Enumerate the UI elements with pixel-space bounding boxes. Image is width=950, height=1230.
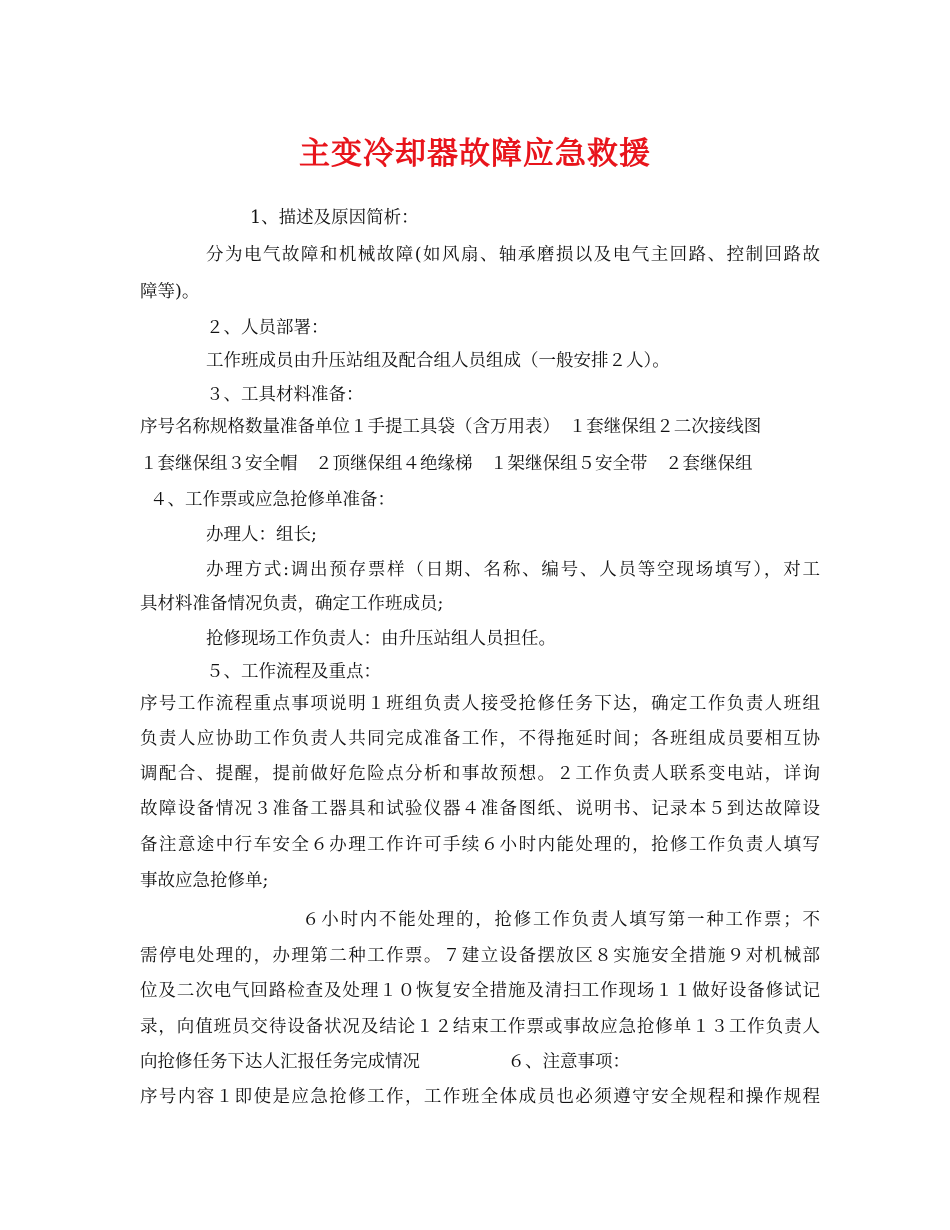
document-title: 主变冷却器故障应急救援 bbox=[299, 136, 651, 172]
paragraph-line: ６小时内不能处理的，抢修工作负责人填写第一种工作票；不 bbox=[302, 910, 820, 930]
paragraph-line: 序号内容１即使是应急抢修工作，工作班全体成员也必须遵守安全规程和操作规程 bbox=[140, 1087, 820, 1107]
paragraph-line: 抢修现场工作负责人：由升压站组人员担任。 bbox=[206, 629, 556, 649]
paragraph-line: 分为电气故障和机械故障(如风扇、轴承磨损以及电气主回路、控制回路故 bbox=[206, 245, 820, 265]
paragraph-line: 位及二次电气回路检查及处理１０恢复安全措施及清扫工作现场１１做好设备修试记 bbox=[140, 981, 820, 1001]
paragraph-line: 向抢修任务下达人汇报任务完成情况 ６、注意事项： bbox=[140, 1052, 630, 1072]
paragraph-line: ４、工作票或应急抢修单准备： bbox=[150, 490, 395, 510]
paragraph-line: 办理方式:调出预存票样（日期、名称、编号、人员等空现场填写），对工 bbox=[206, 560, 820, 580]
paragraph-line: 障等)。 bbox=[140, 282, 200, 302]
paragraph-line: 具材料准备情况负责，确定工作班成员; bbox=[140, 594, 444, 614]
paragraph-line: 序号工作流程重点事项说明１班组负责人接受抢修任务下达，确定工作负责人班组 bbox=[140, 694, 820, 714]
paragraph-line: 序号名称规格数量准备单位１手提工具袋（含万用表） １套继保组２二次接线图 bbox=[140, 417, 762, 437]
paragraph-line: １套继保组３安全帽 ２顶继保组４绝缘梯 １架继保组５安全带 ２套继保组 bbox=[140, 454, 753, 474]
paragraph-line: ２、人员部署： bbox=[206, 318, 329, 338]
paragraph-line: 工作班成员由升压站组及配合组人员组成（一般安排２人）。 bbox=[206, 351, 670, 371]
paragraph-line: 备注意途中行车安全６办理工作许可手续６小时内能处理的，抢修工作负责人填写 bbox=[140, 835, 820, 855]
paragraph-line: 负责人应协助工作负责人共同完成准备工作，不得拖延时间；各班组成员要相互协 bbox=[140, 729, 820, 749]
paragraph-line: 事故应急抢修单; bbox=[140, 871, 269, 891]
paragraph-line: 录，向值班员交待设备状况及结论１２结束工作票或事故应急抢修单１３工作负责人 bbox=[140, 1017, 820, 1037]
paragraph-line: 办理人：组长; bbox=[206, 525, 317, 545]
paragraph-line: 需停电处理的，办理第二种工作票。７建立设备摆放区８实施安全措施９对机械部 bbox=[140, 946, 820, 966]
paragraph-line: 调配合、提醒，提前做好危险点分析和事故预想。２工作负责人联系变电站，详询 bbox=[140, 764, 820, 784]
paragraph-line: ３、工具材料准备： bbox=[206, 385, 364, 405]
paragraph-line: 故障设备情况３准备工器具和试验仪器４准备图纸、说明书、记录本５到达故障设 bbox=[140, 799, 820, 819]
paragraph-line: ５、工作流程及重点： bbox=[206, 662, 381, 682]
paragraph-line: 1、描述及原因简析： bbox=[250, 208, 419, 228]
